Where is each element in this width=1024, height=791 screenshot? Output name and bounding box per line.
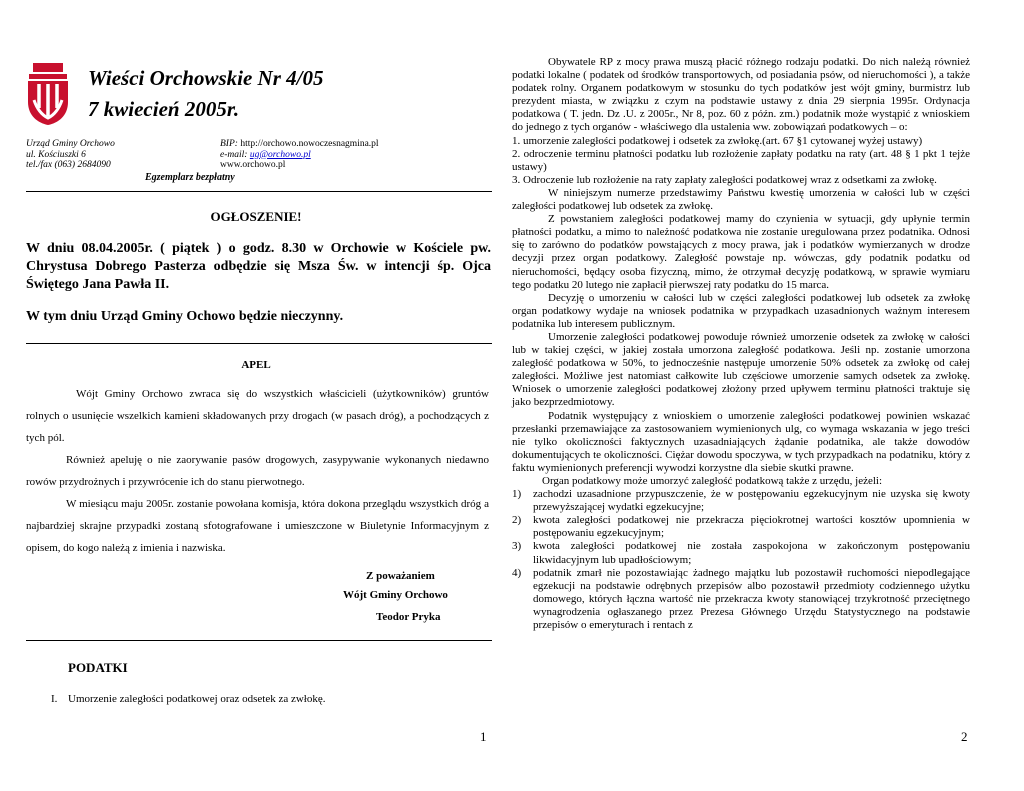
announcement-closure: W tym dniu Urząd Gminy Ochowo będzie nieczynny. bbox=[26, 309, 344, 324]
list-item bbox=[512, 567, 970, 632]
office-name: Urząd Gminy Orchowo bbox=[26, 139, 115, 149]
list-item bbox=[512, 540, 970, 566]
conditions-list bbox=[512, 488, 970, 632]
list-item-text: podatnik zmarł nie pozostawiając żadnego majątku lub pozostawił ruchomości niepodlegające egzekucji na podstawie odrębnych przepisów albo pozostawił przedmioty codziennego użytku domowego, których łączna wartość nie przekracza kwoty stanowiącej trzykrotność przeciętnego wynagrodzenia ogłaszanego przez Prezesa Głównego Urzędu Statystycznego na podstawie przepisów o emeryturach i rentach z bbox=[533, 566, 970, 632]
apel-paragraph: Również apeluję o nie zaorywanie pasów drogowych, zasypywanie wykonanych niedawno rowów przydrożnych i przywrócenie ich do stanu pierwotnego. bbox=[26, 454, 489, 488]
podatki-item-text: Umorzenie zaległości podatkowej oraz odsetek za zwłokę. bbox=[68, 693, 326, 705]
www-link[interactable]: www.orchowo.pl bbox=[220, 160, 286, 170]
article-paragraph: Organ podatkowy może umorzyć zaległość podatkową także z urzędu, jeżeli: bbox=[542, 475, 883, 487]
podatki-item bbox=[51, 693, 325, 705]
office-phone: tel./fax (063) 2684090 bbox=[26, 160, 111, 170]
divider bbox=[26, 191, 492, 192]
list-item-text: kwota zaległości podatkowej nie została zaspokojona w zakończonym postępowaniu likwidacyjnym lub upadłościowym; bbox=[533, 540, 970, 566]
list-item bbox=[512, 488, 970, 514]
divider bbox=[26, 343, 492, 344]
option-item: 3. Odroczenie lub rozłożenie na raty zapłaty zaległości podatkowej wraz z odsetkami za zwłokę. bbox=[512, 173, 937, 186]
email-link[interactable]: ug@orchowo.pl bbox=[249, 149, 311, 160]
edition-note: Egzemplarz bezpłatny bbox=[145, 172, 235, 183]
divider bbox=[26, 640, 492, 641]
signature-name: Teodor Pryka bbox=[376, 611, 441, 623]
office-street: ul. Kościuszki 6 bbox=[26, 149, 86, 160]
list-item-number: 1) bbox=[512, 488, 522, 501]
podatki-item-number: I. bbox=[51, 693, 58, 705]
article-paragraph: Obywatele RP z mocy prawa muszą płacić różnego rodzaju podatki. Do nich należą również podatki lokalne ( podatek od środków transportowych, od posiadania psów, od nieruchomości ), a także podatek rolny. Organem podatkowym w stosunku do tych podatków jest wójt gminy, burmistrz lub prezydent miasta, w związku z czym na podstawie ustawy z dnia 29 sierpnia 1995r. Ordynacja podatkowa ( T. jedn. Dz .U. z 2005r., Nr 8, poz. 60 z późn. zm.) podatnik może wystąpić z wnioskiem do jednego z tych organów - właściwego dla ustalenia ww. zobowiązań podatkowych – o: bbox=[512, 56, 970, 134]
announcement-heading: OGŁOSZENIE! bbox=[210, 209, 302, 224]
article-paragraph: Podatnik występujący z wnioskiem o umorzenie zaległości podatkowej powinien wskazać przesłanki przemawiające za zastosowaniem wymienionych ulg, co wymaga wskazania w jego treści nie tylko okoliczności faktycznych uzasadniających żądanie podatnika, ale także dowodów dokumentujących te okoliczności. Ciężar dowodu spoczywa, w tych przypadkach na podatniku, który z faktu wymienionych preferencji wywodzi korzystne dla siebie skutki prawne. bbox=[512, 409, 970, 474]
right-page bbox=[512, 0, 1024, 791]
list-item-number: 2) bbox=[512, 514, 522, 527]
signature-title: Wójt Gminy Orchowo bbox=[343, 589, 448, 601]
list-item-text: kwota zaległości podatkowej nie przekracza pięciokrotnej wartości kosztów upomnienia w postępowaniu egzekucyjnym; bbox=[533, 514, 970, 540]
bip-label: BIP: bbox=[220, 139, 238, 149]
apel-heading: APEL bbox=[241, 359, 271, 371]
list-item bbox=[512, 514, 970, 540]
podatki-heading: PODATKI bbox=[68, 660, 128, 675]
page-number: 2 bbox=[961, 729, 968, 744]
gmina-orchowo-logo-icon bbox=[26, 62, 70, 126]
newsletter-title: Wieści Orchowskie Nr 4/05 bbox=[88, 66, 324, 90]
bip-url[interactable]: http://orchowo.nowoczesnagmina.pl bbox=[240, 139, 379, 149]
office-address bbox=[26, 139, 115, 171]
email-label: e-mail: bbox=[220, 149, 248, 160]
article-paragraph: Umorzenie zaległości podatkowej powoduje również umorzenie odsetek za zwłokę w całości lub w takiej części, w jakiej została umorzona zaległość podatkowa. Jeśli np. zostanie umorzona zaległość podatkowa w 50%, to jednocześnie następuje umorzenie 50% odsetek za zwłokę od całej zaległości. Możliwe jest natomiast całkowite lub częściowe umorzenie samych odsetek za zwłokę. Wniosek o umorzenie zaległości podatkowej złożony przed upływem terminu płatności traktuje się jako bezprzedmiotowy. bbox=[512, 330, 970, 409]
article-paragraph: W niniejszym numerze przedstawimy Państwu kwestię umorzenia w całości lub w części zaległości podatkowej lub odsetek za zwłokę. bbox=[512, 186, 970, 213]
article-paragraph: Decyzję o umorzeniu w całości lub w części zaległości podatkowej lub odsetek za zwłokę organ podatkowy wydaje na wniosek podatnika w przypadkach uzasadnionych ważnym interesem podatnika lub interesem publicznym. bbox=[512, 291, 970, 330]
option-item: 1. umorzenie zaległości podatkowej i odsetek za zwłokę.(art. 67 §1 cytowanej wyżej ustawy) bbox=[512, 134, 923, 147]
apel-paragraph: Wójt Gminy Orchowo zwraca się do wszystkich właścicieli (użytkowników) gruntów rolnych o usunięcie wszelkich kamieni składowanych przy drogach (w pasach dróg), a pochodzących z tych pól. bbox=[26, 388, 489, 444]
tax-article bbox=[512, 56, 970, 632]
apel-body bbox=[26, 383, 489, 559]
signature-greeting: Z poważaniem bbox=[366, 570, 435, 582]
list-item-number: 3) bbox=[512, 540, 522, 553]
announcement-text: W dniu 08.04.2005r. ( piątek ) o godz. 8.30 w Orchowie w Kościele pw. Chrystusa Dobrego Pasterza odbędzie się Msza Św. w intencji śp. Ojca Świętego Jana Pawła II. bbox=[26, 241, 491, 292]
apel-paragraph: W miesiącu maju 2005r. zostanie powołana komisja, która dokona przeglądu wszystkich dróg a najbardziej skrajne przypadki zostaną sfotografowane i umieszczone w Biuletynie Informacyjnym z opisem, do kogo należą z imienia i nazwiska. bbox=[26, 498, 489, 554]
office-contact bbox=[220, 139, 379, 171]
page-number: 1 bbox=[480, 729, 487, 744]
list-item-text: zachodzi uzasadnione przypuszczenie, że w postępowaniu egzekucyjnym nie uzyska się kwoty przewyższającej wydatki egzekucyjne; bbox=[533, 488, 970, 514]
option-item: 2. odroczenie terminu płatności podatku lub rozłożenie zapłaty podatku na raty (art. 48 § 1 pkt 1 tejże ustawy) bbox=[512, 147, 970, 173]
issue-date: 7 kwiecień 2005r. bbox=[88, 97, 240, 121]
list-item-number: 4) bbox=[512, 566, 522, 579]
article-paragraph: Z powstaniem zaległości podatkowej mamy do czynienia w sytuacji, gdy upłynie termin płatności podatku, a mimo to należność podatkowa nie zostanie uregulowana przez podatnika. Odnosi się to zarówno do podatków powstających z mocy prawa, jak i podatków wymierzanych w drodze decyzji przez organ podatkowy. Zaległość powstaje np. wówczas, gdy podatnik podatku od nieruchomości, będący osoba fizyczną, mimo, że otrzymał decyzję podatkową, w sprawie wymiaru tego podatku 20 lutego nie zapłacił pierwszej raty podatku do 15 marca. bbox=[512, 213, 970, 291]
